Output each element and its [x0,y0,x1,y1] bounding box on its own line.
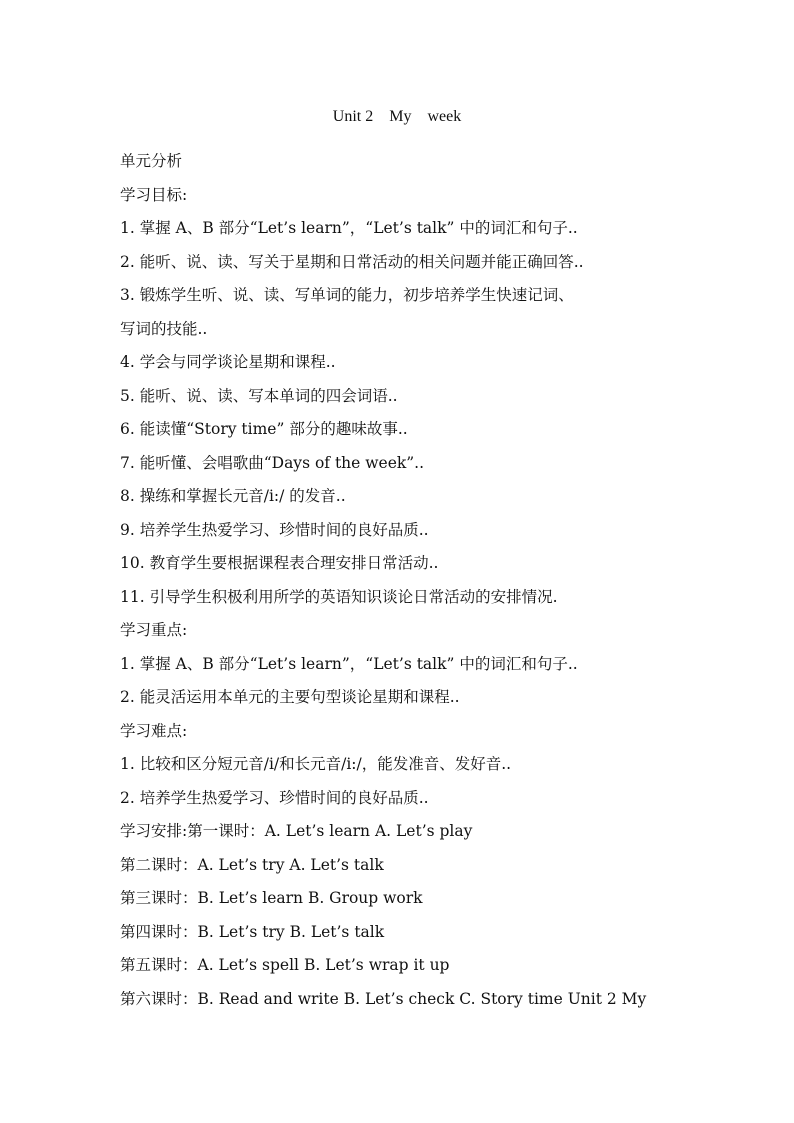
schedule-line: 第四课时：B. Let’s try B. Let’s talk [120,922,385,941]
section-heading-key-points: 学习重点: [120,621,188,639]
schedule-line: 学习安排:第一课时：A. Let’s learn A. Let’s play [120,822,473,840]
objective-item: 8. 操练和掌握长元音/i:/ 的发音.. [120,487,346,505]
section-heading-difficulties: 学习难点: [120,721,188,740]
key-point-item: 1. 掌握 A、B 部分“Let’s learn”，“Let’s talk” 中的词汇和句子.. [120,654,578,673]
schedule-line: 第三课时：B. Let’s learn B. Group work [120,889,423,907]
objective-item: 2. 能听、说、读、写关于星期和日常活动的相关问题并能正确回答.. [120,252,584,271]
difficulty-item: 2. 培养学生热爱学习、珍惜时间的良好品质.. [120,788,429,807]
objective-item-continued: 写词的技能.. [120,319,208,338]
schedule-line: 第二课时：A. Let’s try A. Let’s talk [120,855,384,874]
objective-item: 9. 培养学生热爱学习、珍惜时间的良好品质.. [120,520,429,539]
schedule-line: 第五课时：A. Let’s spell B. Let’s wrap it up [120,956,450,974]
objective-item: 4. 学会与同学谈论星期和课程.. [120,353,336,371]
schedule-line: 第六课时：B. Read and write B. Let’s check C. Story time Unit 2 My [120,989,647,1008]
section-heading-objectives: 学习目标: [120,185,188,204]
key-point-item: 2. 能灵活运用本单元的主要句型谈论星期和课程.. [120,688,460,706]
page-title: Unit 2 My week [332,108,462,125]
document-body [120,145,685,1016]
objective-item: 11. 引导学生积极利用所学的英语知识谈论日常活动的安排情况. [120,587,558,606]
objective-item: 10. 教育学生要根据课程表合理安排日常活动.. [120,554,439,572]
objective-item: 3. 锻炼学生听、说、读、写单词的能力，初步培养学生快速记词、 [120,286,574,304]
difficulty-item: 1. 比较和区分短元音/i/和长元音/i:/，能发准音、发好音.. [120,755,512,773]
objective-item: 1. 掌握 A、B 部分“Let’s learn”，“Let’s talk” 中的词汇和句子.. [120,219,578,237]
objective-item: 7. 能听懂、会唱歌曲“Days of the week”.. [120,453,425,472]
section-heading-unit-analysis: 单元分析 [120,152,183,170]
objective-item: 5. 能听、说、读、写本单词的四会词语.. [120,386,398,405]
objective-item: 6. 能读懂“Story time” 部分的趣味故事.. [120,420,408,438]
